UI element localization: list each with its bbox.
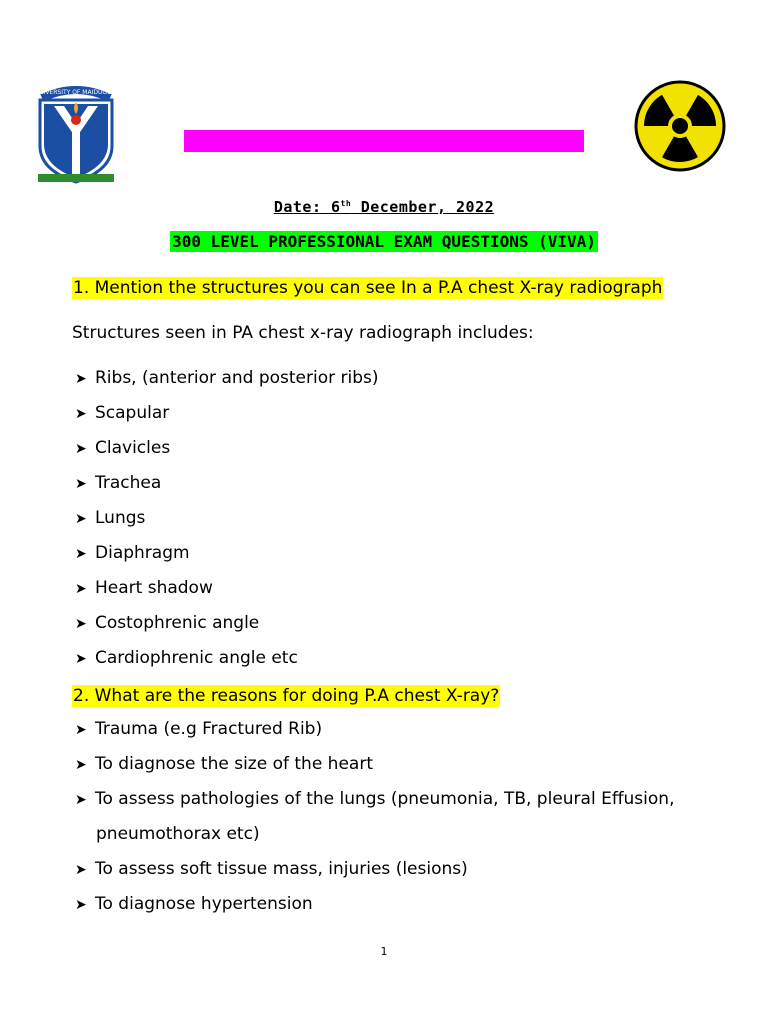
list-item: ➤ Cardiophrenic angle etc <box>75 648 298 668</box>
arrow-bullet-icon: ➤ <box>75 651 87 667</box>
arrow-bullet-icon: ➤ <box>75 897 87 913</box>
arrow-bullet-icon: ➤ <box>75 722 87 738</box>
arrow-bullet-icon: ➤ <box>75 792 87 808</box>
list-item: ➤ Heart shadow <box>75 578 213 598</box>
arrow-bullet-icon: ➤ <box>75 581 87 597</box>
list-item: ➤ To assess pathologies of the lungs (pneumonia, TB, pleural Effusion, <box>75 789 675 809</box>
document-title: 300 LEVEL PROFESSIONAL EXAM QUESTIONS (VIVA) <box>172 232 596 251</box>
list-item: ➤ To diagnose the size of the heart <box>75 754 373 774</box>
list-item: ➤ Diaphragm <box>75 543 190 563</box>
question-1: 1. Mention the structures you can see In a P.A chest X-ray radiograph <box>73 278 663 298</box>
page-number: 1 <box>380 945 388 958</box>
magenta-header-bar <box>184 130 584 152</box>
answer-intro: Structures seen in PA chest x-ray radiograph includes: <box>72 323 534 343</box>
arrow-bullet-icon: ➤ <box>75 406 87 422</box>
list-item: ➤ Costophrenic angle <box>75 613 260 633</box>
list-item: ➤ To diagnose hypertension <box>75 894 313 914</box>
list-item: ➤ Trachea <box>75 473 162 493</box>
list-item-continuation: pneumothorax etc) <box>96 824 260 844</box>
list-item: ➤ Scapular <box>75 403 170 423</box>
arrow-bullet-icon: ➤ <box>75 441 87 457</box>
list-item: ➤ To assess soft tissue mass, injuries (lesions) <box>75 859 468 879</box>
list-item: ➤ Trauma (e.g Fractured Rib) <box>75 719 323 739</box>
question-2: 2. What are the reasons for doing P.A chest X-ray? <box>73 686 500 706</box>
arrow-bullet-icon: ➤ <box>75 476 87 492</box>
exam-date: Date: 6th December, 2022 <box>273 198 495 216</box>
logo-lettering: UNIVERSITY OF MAIDUGURI <box>34 89 118 96</box>
arrow-bullet-icon: ➤ <box>75 616 87 632</box>
arrow-bullet-icon: ➤ <box>75 511 87 527</box>
list-item: ➤ Ribs, (anterior and posterior ribs) <box>75 368 379 388</box>
arrow-bullet-icon: ➤ <box>75 371 87 387</box>
radiation-icon <box>634 80 726 172</box>
list-item: ➤ Clavicles <box>75 438 171 458</box>
list-item: ➤ Lungs <box>75 508 146 528</box>
arrow-bullet-icon: ➤ <box>75 757 87 773</box>
university-logo <box>34 82 118 186</box>
arrow-bullet-icon: ➤ <box>75 546 87 562</box>
arrow-bullet-icon: ➤ <box>75 862 87 878</box>
